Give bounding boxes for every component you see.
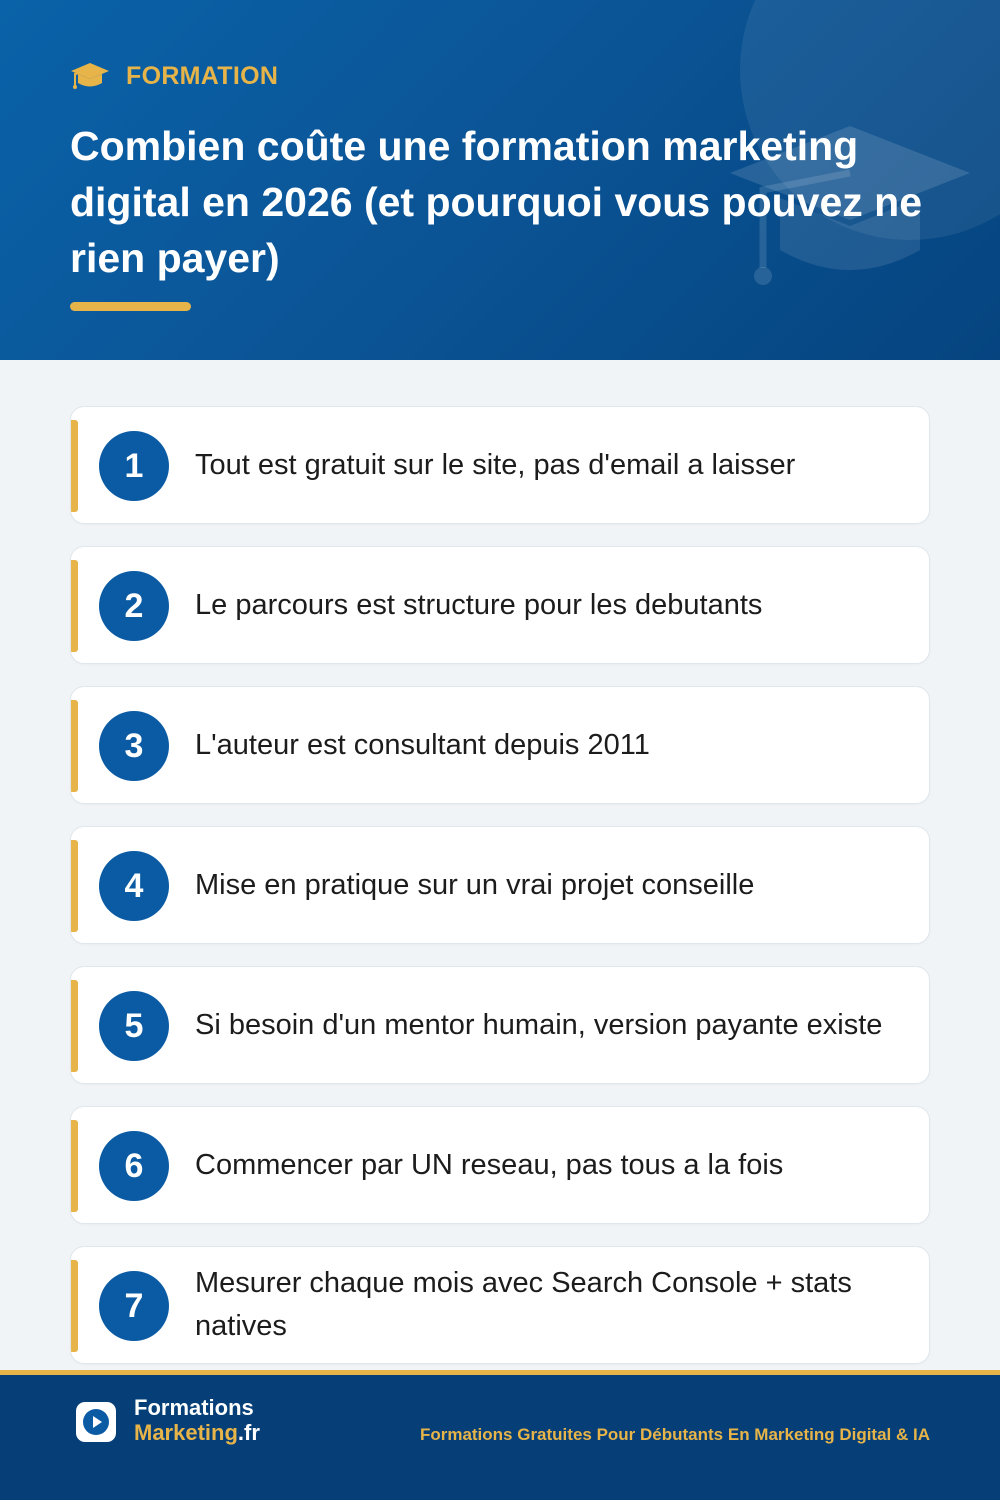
item-number-badge: 5 [99, 991, 169, 1061]
item-number-badge: 3 [99, 711, 169, 781]
list-item [70, 546, 930, 664]
item-text: L'auteur est consultant depuis 2011 [195, 728, 650, 761]
list-item [70, 1106, 930, 1224]
logo-mark [76, 1402, 116, 1442]
card-accent-bar [71, 420, 78, 512]
page-title: Combien coûte une formation marketing digital en 2026 (et pourquoi vous pouvez ne rien payer) [70, 123, 923, 281]
list-item [70, 966, 930, 1084]
list-item [70, 826, 930, 944]
logo-line2 [134, 1420, 260, 1445]
eyebrow-label: FORMATION [126, 61, 279, 90]
card-accent-bar [71, 700, 78, 792]
card-accent-bar [71, 840, 78, 932]
card-accent-bar [71, 980, 78, 1072]
item-text: Tout est gratuit sur le site, pas d'email a laisser [195, 448, 796, 481]
logo-brand: Marketing [134, 1420, 238, 1445]
item-number-badge: 1 [99, 431, 169, 501]
logo-line1: Formations [134, 1395, 254, 1420]
item-text: Mise en pratique sur un vrai projet conseille [195, 868, 755, 901]
item-number-badge: 7 [99, 1271, 169, 1341]
item-number-badge: 4 [99, 851, 169, 921]
item-text: Mesurer chaque mois avec Search Console + stats natives [195, 1267, 852, 1342]
logo-wordmark [134, 1395, 260, 1445]
item-text: Commencer par UN reseau, pas tous a la fois [195, 1148, 784, 1181]
item-number-badge: 2 [99, 571, 169, 641]
list-item [70, 1246, 930, 1364]
list-item [70, 686, 930, 804]
list-item [70, 406, 930, 524]
card-accent-bar [71, 560, 78, 652]
item-text: Si besoin d'un mentor humain, version payante existe [195, 1008, 883, 1041]
header-banner [0, 0, 1000, 360]
item-number-badge: 6 [99, 1131, 169, 1201]
play-icon [82, 1408, 110, 1436]
card-accent-bar [71, 1260, 78, 1352]
logo-tld: .fr [237, 1420, 260, 1445]
card-accent-bar [71, 1120, 78, 1212]
eyebrow [70, 58, 278, 94]
title-underline [70, 302, 191, 311]
graduation-cap-icon [70, 61, 110, 91]
footer [0, 1375, 1000, 1500]
item-text: Le parcours est structure pour les debutants [195, 588, 763, 621]
footer-tagline: Formations Gratuites Pour Débutants En Marketing Digital & IA [419, 1425, 930, 1444]
